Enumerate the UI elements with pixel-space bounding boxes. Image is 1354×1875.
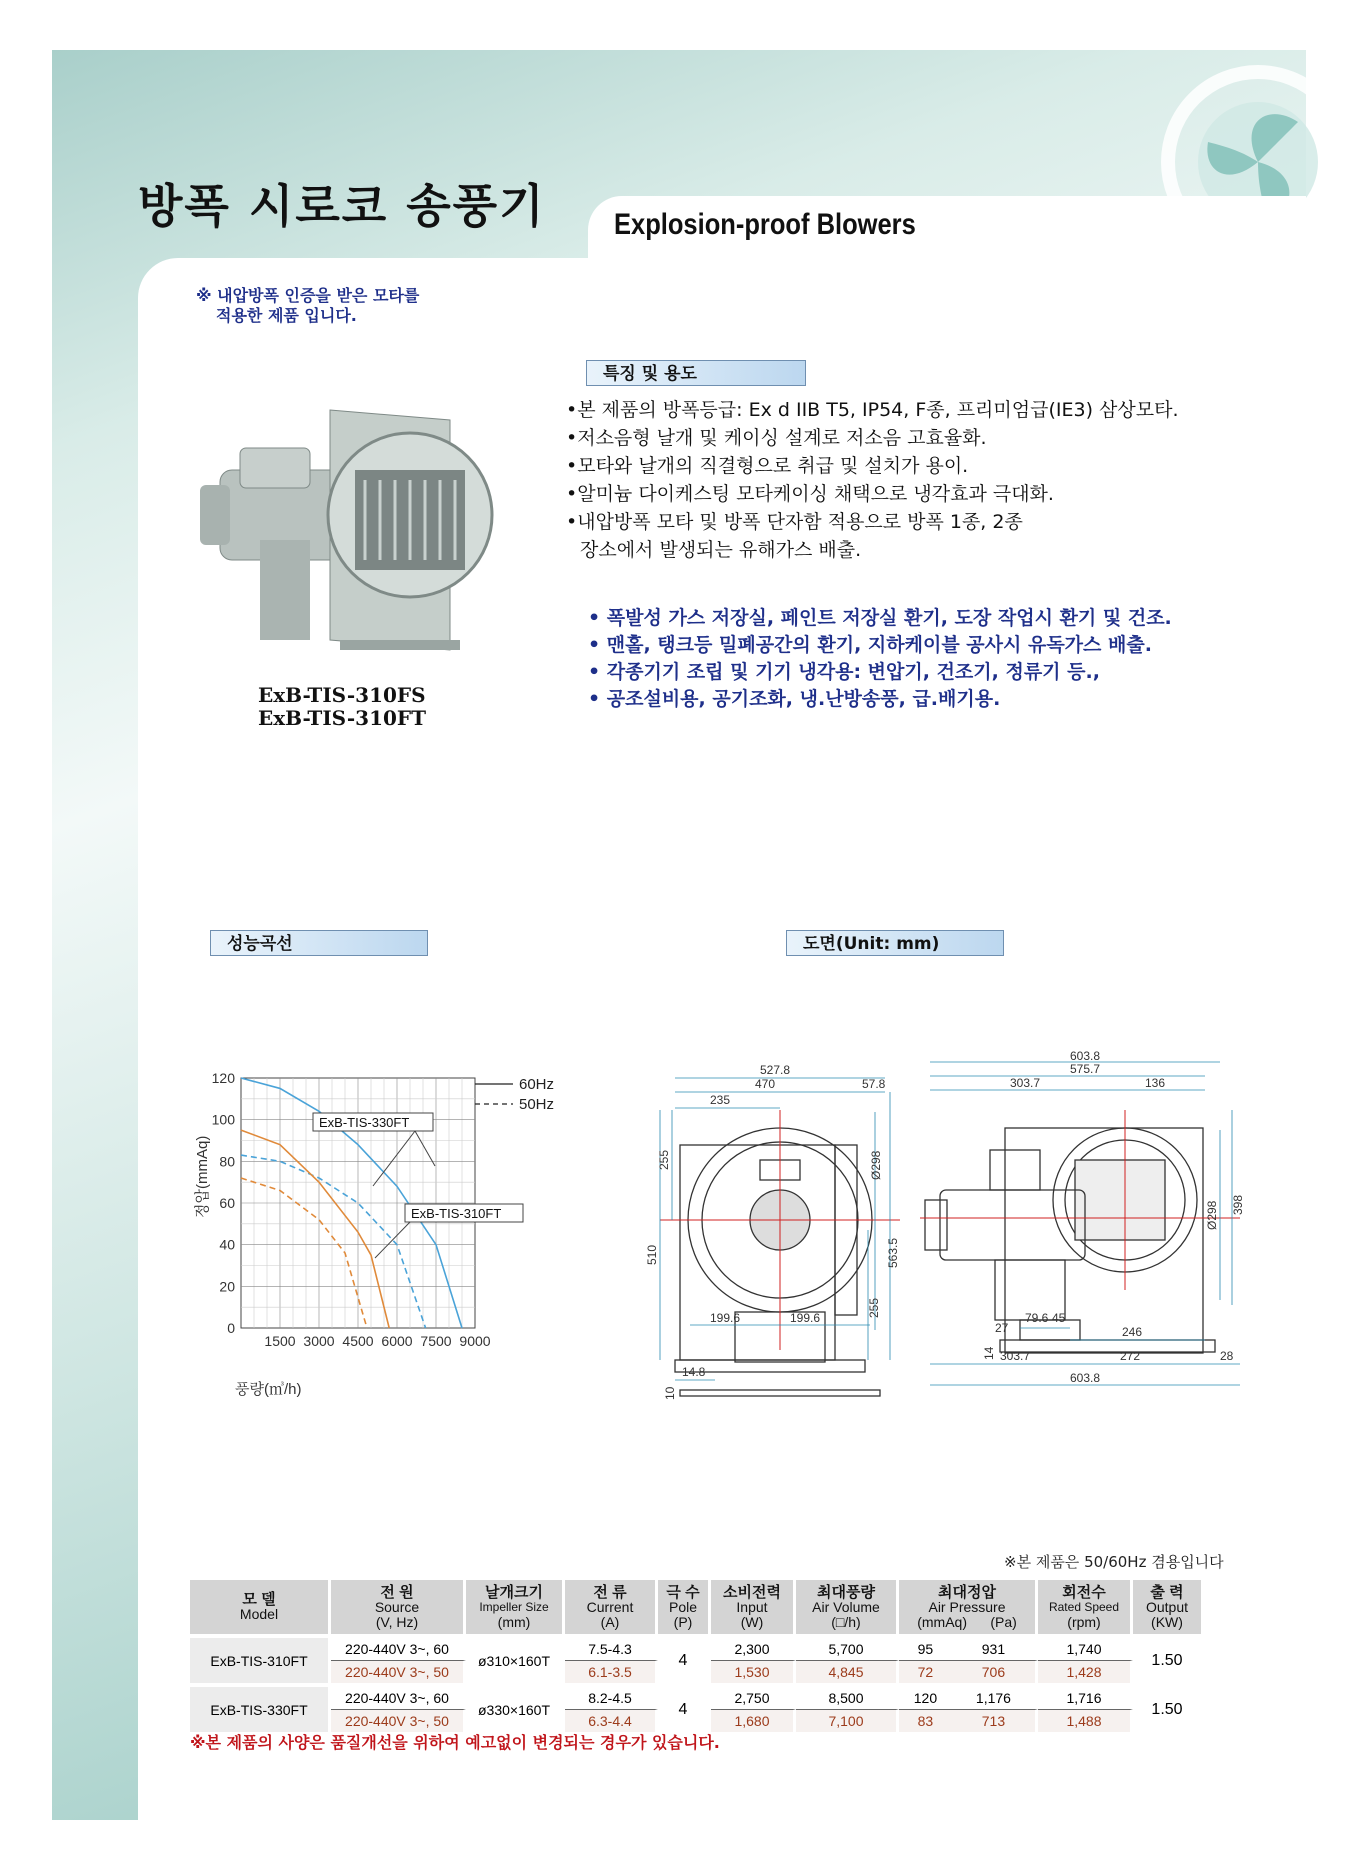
y-tick-label: 0 bbox=[227, 1320, 235, 1336]
col-volume: 최대풍량 Air Volume (□/h) bbox=[796, 1580, 899, 1634]
list-item: • 폭발성 가스 저장실, 페인트 저장실 환기, 도장 작업시 환기 및 건조. bbox=[588, 607, 1172, 629]
frequency-notice: ※본 제품은 50/60Hz 겸용입니다 bbox=[1004, 1553, 1224, 1571]
svg-text:603.8: 603.8 bbox=[1070, 1371, 1101, 1385]
col-source: 전 원 Source (V, Hz) bbox=[331, 1580, 466, 1634]
svg-text:255: 255 bbox=[657, 1149, 671, 1170]
y-tick-label: 20 bbox=[219, 1278, 235, 1295]
page-subtitle: Explosion-proof Blowers bbox=[614, 208, 916, 241]
y-tick-label: 40 bbox=[219, 1236, 235, 1253]
table-row: 220-440V 3~, 50 6.3-4.4 1,680 7,100 83 713 1,488 bbox=[190, 1710, 1204, 1732]
svg-text:235: 235 bbox=[710, 1093, 731, 1107]
col-output: 출 력 Output (KW) bbox=[1133, 1580, 1204, 1634]
features-list bbox=[566, 396, 1178, 564]
svg-text:255: 255 bbox=[867, 1297, 881, 1318]
svg-text:575.7: 575.7 bbox=[1070, 1062, 1101, 1076]
y-axis-label: 정압(mmAq) bbox=[194, 1135, 211, 1218]
annotation-label: ExB-TIS-330FT bbox=[319, 1115, 410, 1130]
list-item: •저소음형 날개 및 케이싱 설계로 저소음 고효율화. bbox=[566, 427, 987, 449]
svg-text:470: 470 bbox=[755, 1077, 776, 1091]
x-tick-label: 1500 bbox=[264, 1333, 296, 1349]
performance-chart bbox=[195, 1058, 595, 1398]
list-item: •알미늄 다이케스팅 모타케이싱 채택으로 냉각효과 극대화. bbox=[566, 483, 1054, 505]
list-item: •본 제품의 방폭등급: Ex d IIB T5, IP54, F종, 프리미엄급(IE3) 삼상모타. bbox=[566, 399, 1179, 421]
svg-text:136: 136 bbox=[1145, 1076, 1166, 1090]
col-pole: 극 수 Pole (P) bbox=[658, 1580, 711, 1634]
y-tick-label: 100 bbox=[211, 1111, 235, 1128]
list-item: •모타와 날개의 직결형으로 취급 및 설치가 용이. bbox=[566, 455, 969, 477]
table-row: ExB-TIS-330FT 220-440V 3~, 60 ø330×160T 8.2-4.5 4 2,750 8,500 120 1,176 1,716 1.50 bbox=[190, 1687, 1204, 1710]
x-tick-label: 3000 bbox=[303, 1333, 335, 1349]
svg-text:527.8: 527.8 bbox=[760, 1063, 791, 1077]
svg-text:510: 510 bbox=[645, 1244, 659, 1265]
list-item: 장소에서 발생되는 유해가스 배출. bbox=[580, 539, 862, 561]
list-item: • 맨홀, 탱크등 밀폐공간의 환기, 지하케이블 공사시 유독가스 배출. bbox=[588, 634, 1152, 656]
table-row: ExB-TIS-310FT 220-440V 3~, 60 ø310×160T 7.5-4.3 4 2,300 5,700 95 931 1,740 1.50 bbox=[190, 1638, 1204, 1661]
svg-text:Ø298: Ø298 bbox=[869, 1150, 883, 1180]
list-item: • 각종기기 조립 및 기기 냉각용: 변압기, 건조기, 정류기 등., bbox=[588, 661, 1100, 683]
side-view bbox=[925, 1128, 1215, 1353]
svg-text:14: 14 bbox=[982, 1346, 996, 1360]
col-impeller: 날개크기 Impeller Size (mm) bbox=[466, 1580, 565, 1634]
list-item: •내압방폭 모타 및 방폭 단자함 적용으로 방폭 1종, 2종 bbox=[566, 511, 1023, 533]
spec-change-notice: ※본 제품의 사양은 품질개선을 위하여 예고없이 변경되는 경우가 있습니다. bbox=[190, 1733, 720, 1752]
svg-text:14.8: 14.8 bbox=[682, 1365, 706, 1379]
col-current: 전 류 Current (A) bbox=[565, 1580, 658, 1634]
svg-text:79.6: 79.6 bbox=[1025, 1311, 1049, 1325]
table-header-row bbox=[190, 1580, 1204, 1634]
table-row: 220-440V 3~, 50 6.1-3.5 1,530 4,845 72 706 1,428 bbox=[190, 1661, 1204, 1683]
legend-60hz: 60Hz bbox=[519, 1076, 555, 1093]
dimension-drawing bbox=[640, 1049, 1280, 1400]
features-heading: 특징 및 용도 bbox=[586, 360, 806, 386]
svg-text:398: 398 bbox=[1231, 1194, 1245, 1215]
svg-text:603.8: 603.8 bbox=[1070, 1049, 1101, 1063]
col-pressure: 최대정압 Air Pressure (mmAq) (Pa) bbox=[899, 1580, 1038, 1634]
svg-text:Ø298: Ø298 bbox=[1205, 1200, 1219, 1230]
col-model: 모 델 Model bbox=[190, 1580, 331, 1634]
x-tick-label: 4500 bbox=[342, 1333, 374, 1349]
svg-text:57.8: 57.8 bbox=[862, 1077, 886, 1091]
blower-product-image bbox=[200, 390, 500, 670]
spec-table bbox=[190, 1580, 1204, 1732]
x-tick-label: 7500 bbox=[420, 1333, 452, 1349]
page-title: 방폭 시로코 송풍기 bbox=[138, 179, 546, 233]
y-tick-label: 120 bbox=[211, 1070, 235, 1086]
svg-text:303.7: 303.7 bbox=[1000, 1349, 1031, 1363]
y-tick-label: 60 bbox=[219, 1195, 235, 1211]
x-tick-label: 6000 bbox=[381, 1333, 413, 1349]
svg-text:272: 272 bbox=[1120, 1349, 1141, 1363]
y-axis-ticks bbox=[212, 1070, 236, 1336]
x-axis-label: 풍량(㎥/h) bbox=[235, 1381, 302, 1398]
annotation-label: ExB-TIS-310FT bbox=[411, 1206, 502, 1221]
svg-text:28: 28 bbox=[1220, 1349, 1234, 1363]
x-tick-label: 9000 bbox=[459, 1333, 491, 1349]
x-axis-ticks bbox=[264, 1333, 490, 1349]
col-input: 소비전력 Input (W) bbox=[711, 1580, 796, 1634]
curve-heading: 성능곡선 bbox=[210, 930, 428, 956]
chart-legend bbox=[475, 1076, 554, 1113]
svg-text:27: 27 bbox=[995, 1321, 1009, 1335]
uses-list bbox=[588, 605, 1172, 713]
svg-text:45: 45 bbox=[1052, 1311, 1066, 1325]
svg-text:563.5: 563.5 bbox=[886, 1237, 900, 1268]
svg-text:246: 246 bbox=[1122, 1325, 1143, 1339]
svg-text:199.6: 199.6 bbox=[790, 1311, 821, 1325]
svg-text:199.6: 199.6 bbox=[710, 1311, 741, 1325]
legend-50hz: 50Hz bbox=[519, 1096, 555, 1113]
svg-text:303.7: 303.7 bbox=[1010, 1076, 1041, 1090]
svg-text:10: 10 bbox=[663, 1386, 677, 1400]
certification-notice: ※ 내압방폭 인증을 받은 모타를 적용한 제품 입니다. bbox=[196, 286, 420, 325]
product-model-label: ExB-TIS-310FS ExB-TIS-310FT bbox=[258, 683, 426, 730]
list-item: • 공조설비용, 공기조화, 냉.난방송풍, 급.배기용. bbox=[588, 688, 1001, 710]
col-speed: 회전수 Rated Speed (rpm) bbox=[1038, 1580, 1133, 1634]
front-view bbox=[675, 1128, 880, 1396]
drawing-heading: 도면(Unit: mm) bbox=[786, 930, 1004, 956]
y-tick-label: 80 bbox=[219, 1153, 235, 1170]
